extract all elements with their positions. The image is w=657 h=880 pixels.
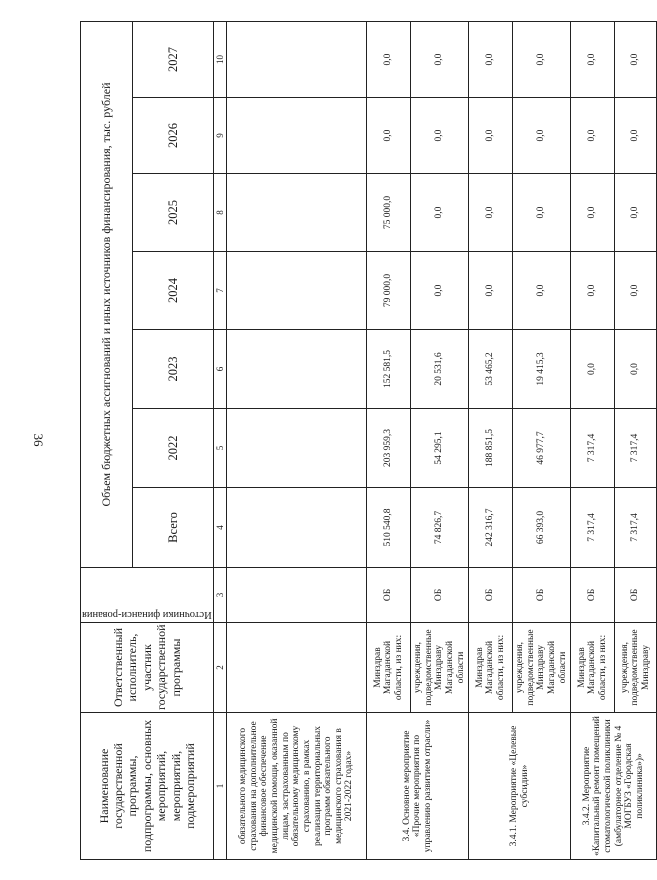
row-value: 242 316,7: [469, 488, 513, 568]
row-value: 0,0: [513, 174, 571, 252]
row-executor: учреждения, подведомственные Минздраву Магаданской области: [411, 623, 469, 713]
row-value: 0,0: [571, 330, 615, 409]
row-source: ОБ: [615, 568, 657, 623]
row-value: [227, 409, 367, 488]
row-value: [227, 21, 367, 97]
table-row: [367, 21, 411, 859]
row-source: ОБ: [513, 568, 571, 623]
row-value: 510 540,8: [367, 488, 411, 568]
row-value: 66 393,0: [513, 488, 571, 568]
row-value: 0,0: [411, 98, 469, 174]
column-number: 1: [214, 713, 227, 860]
row-value: 0,0: [469, 252, 513, 330]
column-number: 10: [214, 21, 227, 97]
row-value: 0,0: [367, 21, 411, 97]
header-source: [81, 568, 214, 623]
column-number: 7: [214, 252, 227, 330]
row-value: 46 977,7: [513, 409, 571, 488]
row-source: ОБ: [571, 568, 615, 623]
header-year: 2026: [133, 98, 214, 174]
column-number: 6: [214, 330, 227, 409]
row-source: [227, 568, 367, 623]
page-number: 36: [31, 433, 46, 447]
header-name: Наименование государственной программы, подпрограммы, основных мероприятий, мероприятий, подмероприятий: [81, 713, 214, 860]
row-value: 152 581,5: [367, 330, 411, 409]
row-value: 54 295,1: [411, 409, 469, 488]
table-row: [571, 21, 615, 859]
row-value: 75 000,0: [367, 174, 411, 252]
column-number: 3: [214, 568, 227, 623]
row-value: 20 531,6: [411, 330, 469, 409]
row-value: 0,0: [411, 252, 469, 330]
row-executor: Минздрав Магаданской области, из них:: [367, 623, 411, 713]
row-value: 79 000,0: [367, 252, 411, 330]
row-name: обязательного медицинского страхования на дополнительное финансовое обеспечение медицинской помощи, оказанной лицам, застрахованным по обязательному медицинскому страхованию, в рамках реализации территориальных программ обязательного медицинского страхования в 2021-2022 годах»: [227, 713, 367, 860]
row-value: [227, 252, 367, 330]
row-value: 0,0: [571, 98, 615, 174]
row-name: 3.4. Основное мероприятие «Прочие мероприятия по управлению развитием отрасли»: [367, 713, 469, 860]
row-value: 0,0: [469, 21, 513, 97]
row-executor: [227, 623, 367, 713]
row-value: 7 317,4: [615, 488, 657, 568]
row-name: 3.4.2. Мероприятие «Капитальный ремонт помещений стоматологической поликлиники (амбулаторное отделение № 4 МОГБУЗ «Городская поликлиника»)»: [571, 713, 657, 860]
row-value: 7 317,4: [571, 488, 615, 568]
row-value: [227, 488, 367, 568]
row-value: 0,0: [571, 21, 615, 97]
row-value: 7 317,4: [571, 409, 615, 488]
row-value: 0,0: [615, 21, 657, 97]
table-row: [227, 21, 367, 859]
row-value: 188 851,5: [469, 409, 513, 488]
header-budget: Объем бюджетных ассигнований и иных источников финансирования, тыс. рублей: [81, 21, 133, 567]
row-value: 0,0: [513, 252, 571, 330]
column-number: 2: [214, 623, 227, 713]
header-year: 2024: [133, 252, 214, 330]
row-value: 0,0: [513, 21, 571, 97]
row-name: 3.4.1. Мероприятие «Целевые субсидии»: [469, 713, 571, 860]
header-year: 2025: [133, 174, 214, 252]
header-year: Всего: [133, 488, 214, 568]
row-value: 0,0: [571, 252, 615, 330]
row-value: 0,0: [367, 98, 411, 174]
row-source: ОБ: [469, 568, 513, 623]
row-value: 0,0: [469, 98, 513, 174]
row-executor: учреждения, подведомственные Минздраву Магаданской области: [513, 623, 571, 713]
row-value: 0,0: [411, 21, 469, 97]
row-executor: Минздрав Магаданской области, из них:: [571, 623, 615, 713]
column-number: 4: [214, 488, 227, 568]
row-value: 7 317,4: [615, 409, 657, 488]
row-value: 0,0: [615, 174, 657, 252]
row-value: [227, 330, 367, 409]
header-source-text: Источники финанси-рования: [82, 609, 212, 620]
header-executor: Ответственный исполнитель, участник государственной программы: [81, 623, 214, 713]
row-value: [227, 174, 367, 252]
row-value: 203 959,3: [367, 409, 411, 488]
header-year: 2022: [133, 409, 214, 488]
row-value: 0,0: [615, 330, 657, 409]
header-year: 2027: [133, 21, 214, 97]
row-value: 0,0: [411, 174, 469, 252]
row-value: 53 465,2: [469, 330, 513, 409]
row-executor: учреждения, подведомственные Минздраву: [615, 623, 657, 713]
row-value: 74 826,7: [411, 488, 469, 568]
table-row: [469, 21, 513, 859]
row-value: 0,0: [469, 174, 513, 252]
row-value: 0,0: [571, 174, 615, 252]
row-value: 0,0: [615, 98, 657, 174]
column-number: 5: [214, 409, 227, 488]
column-number: 9: [214, 98, 227, 174]
column-number: 8: [214, 174, 227, 252]
header-year: 2023: [133, 330, 214, 409]
row-source: ОБ: [411, 568, 469, 623]
row-source: ОБ: [367, 568, 411, 623]
rotated-table-container: [80, 22, 651, 860]
row-value: 19 415,3: [513, 330, 571, 409]
row-executor: Минздрав Магаданской области, из них:: [469, 623, 513, 713]
financing-table: [80, 21, 657, 860]
row-value: [227, 98, 367, 174]
row-value: 0,0: [513, 98, 571, 174]
row-value: 0,0: [615, 252, 657, 330]
